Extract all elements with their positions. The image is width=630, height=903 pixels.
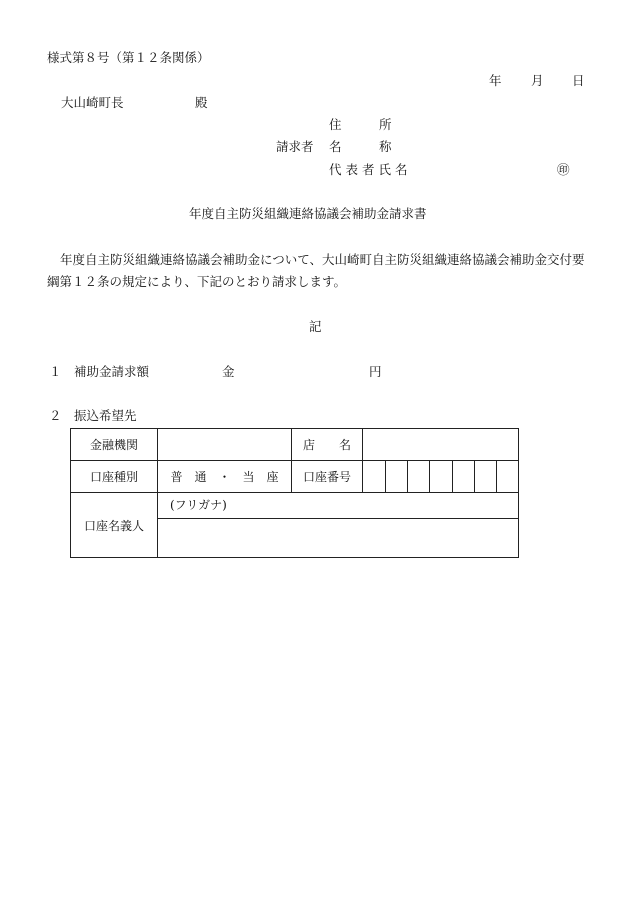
account-number-label: 口座番号	[292, 461, 363, 493]
branch-label: 店 名	[292, 429, 363, 461]
item1-suffix: 円	[369, 364, 382, 379]
holder-furigana-row	[71, 493, 519, 519]
date-year-label: 年	[489, 73, 502, 88]
branch-field[interactable]	[363, 429, 519, 461]
account-number-digit[interactable]	[497, 461, 519, 493]
account-row	[71, 461, 519, 493]
account-number-digit[interactable]	[386, 461, 408, 493]
address-label: 住 所	[329, 117, 392, 132]
institution-row	[71, 429, 519, 461]
item1-number: １	[49, 364, 62, 379]
item2-label: 振込希望先	[74, 408, 137, 423]
document-title: 年度自主防災組織連絡協議会補助金請求書	[189, 206, 427, 221]
account-holder-field[interactable]	[158, 519, 519, 558]
name-label: 名 称	[329, 139, 392, 154]
bank-transfer-table	[70, 428, 519, 558]
institution-field[interactable]	[158, 429, 292, 461]
account-number-digit[interactable]	[430, 461, 453, 493]
seal-mark: ㊞	[557, 162, 570, 177]
date-day-label: 日	[572, 73, 585, 88]
account-number-digit[interactable]	[363, 461, 386, 493]
account-holder-label: 口座名義人	[71, 493, 158, 558]
institution-label: 金融機関	[71, 429, 158, 461]
account-number-digit[interactable]	[408, 461, 430, 493]
account-number-digit[interactable]	[475, 461, 497, 493]
date-month-label: 月	[531, 73, 544, 88]
furigana-field[interactable]	[158, 493, 519, 519]
addressee-name: 大山崎町長	[61, 95, 124, 110]
account-type-options[interactable]: 普 通 ・ 当 座	[158, 461, 292, 493]
item1-prefix: 金	[222, 364, 235, 379]
account-type-label: 口座種別	[71, 461, 158, 493]
item1-label: 補助金請求額	[74, 364, 150, 379]
applicant-role-label: 請求者	[276, 139, 314, 154]
form-number: 様式第８号（第１２条関係）	[47, 50, 210, 65]
item2-number: ２	[49, 408, 62, 423]
representative-label: 代表者氏名	[329, 162, 412, 177]
account-number-digit[interactable]	[453, 461, 475, 493]
ki-heading: 記	[309, 319, 322, 334]
addressee-honorific: 殿	[195, 95, 208, 110]
body-paragraph	[47, 249, 587, 293]
body-text: 年度自主防災組織連絡協議会補助金について、大山崎町自主防災組織連絡協議会補助金交付要綱第１２条の規定により、下記のとおり請求します。	[47, 252, 585, 289]
furigana-label: (フリガナ)	[170, 498, 227, 512]
